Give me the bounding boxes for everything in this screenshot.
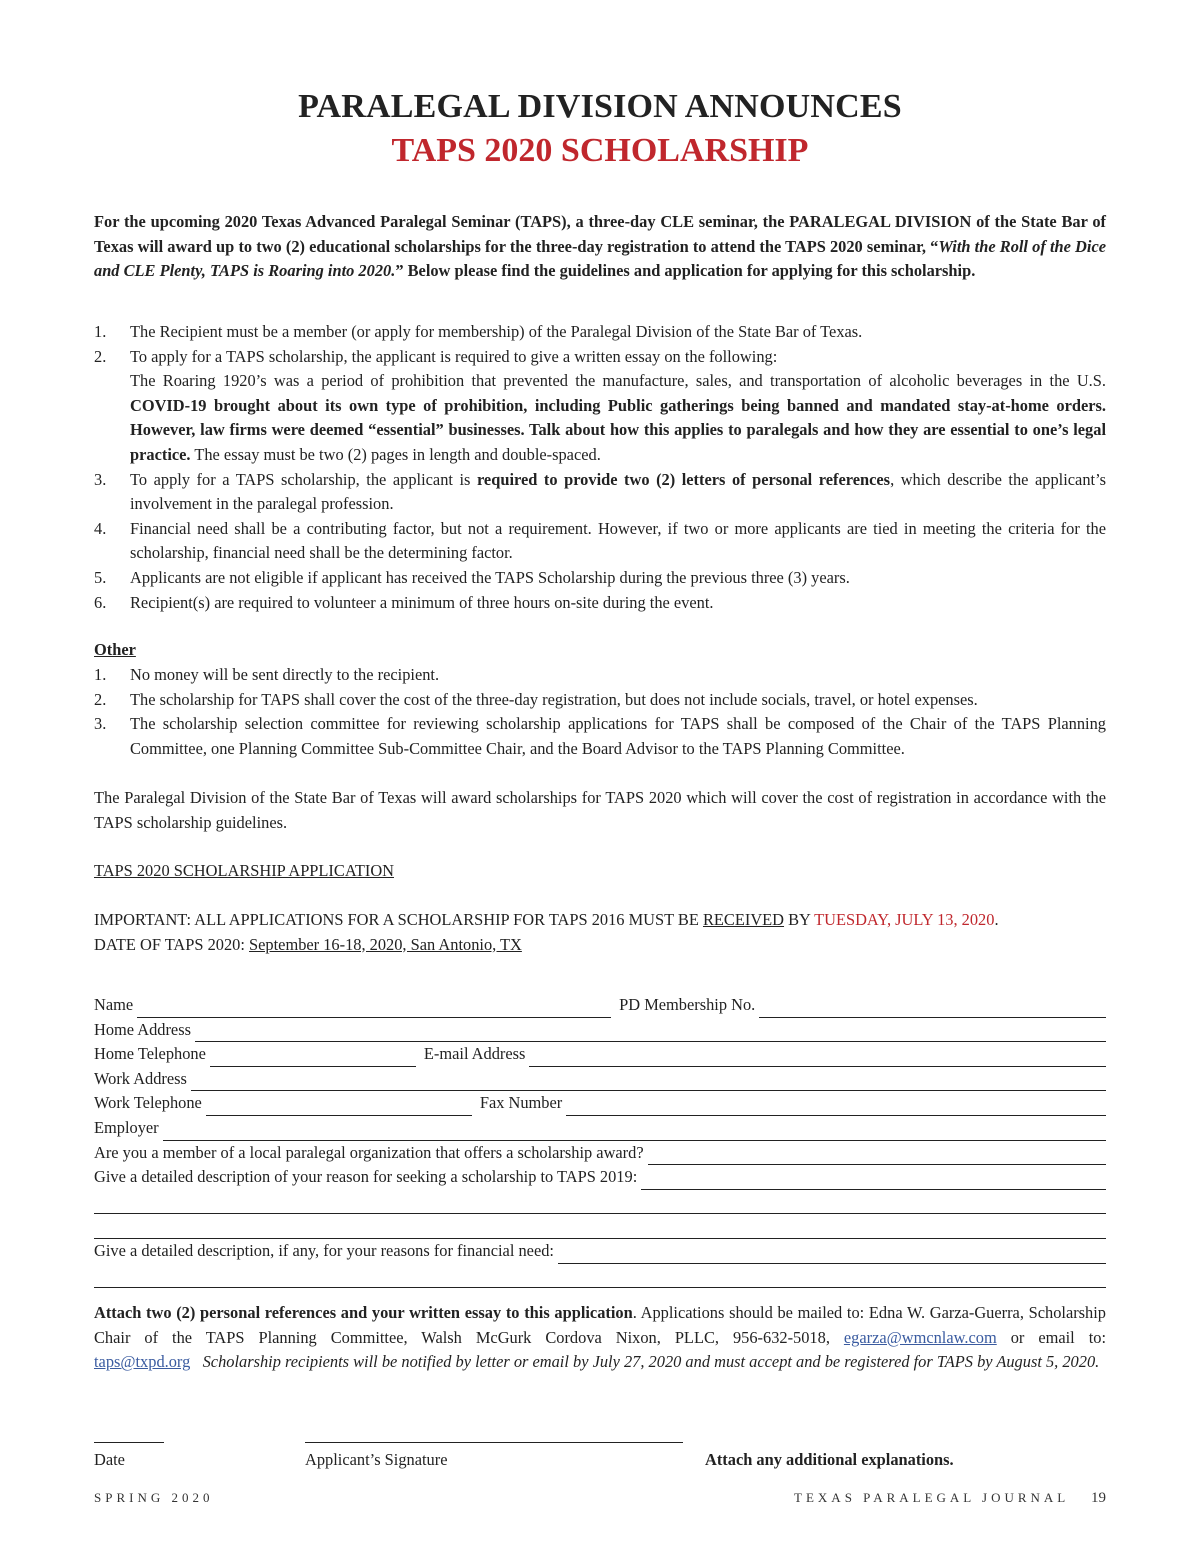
list-text-bold: required to provide two (2) letters of personal references bbox=[476, 469, 891, 489]
list-number: 5. bbox=[94, 567, 107, 587]
page-title-line2: TAPS 2020 SCHOLARSHIP bbox=[391, 132, 809, 169]
attach-paragraph bbox=[94, 1301, 1106, 1375]
important-notice bbox=[94, 908, 1106, 957]
form-row-financial bbox=[94, 1239, 1106, 1264]
fax-field[interactable] bbox=[566, 1097, 1106, 1116]
form-row-home-address bbox=[94, 1018, 1106, 1043]
date-label: Date bbox=[94, 1450, 125, 1469]
additional-explanations-note: Attach any additional explanations. bbox=[705, 1450, 954, 1469]
important-text: BY bbox=[784, 910, 815, 929]
employer-field[interactable] bbox=[163, 1122, 1106, 1141]
list-text: Recipient(s) are required to volunteer a minimum of three hours on-site during the event. bbox=[130, 592, 714, 612]
page-title-line1: PARALEGAL DIVISION ANNOUNCES bbox=[298, 88, 902, 125]
form-row-name bbox=[94, 993, 1106, 1018]
attach-bold-text: Attach two (2) personal references and your written essay to this application bbox=[94, 1303, 633, 1322]
list-text: , which describe the applicant’s involvement in the paralegal profession. bbox=[130, 469, 1106, 514]
email-link-egarza[interactable]: egarza@wmcnlaw.com bbox=[843, 1327, 997, 1347]
financial-field[interactable] bbox=[558, 1245, 1106, 1264]
signature-block bbox=[94, 1428, 1106, 1488]
work-address-label: Work Address bbox=[94, 1068, 187, 1088]
local-org-label: Are you a member of a local paralegal organization that offers a scholarship award? bbox=[94, 1142, 644, 1162]
guidelines-list bbox=[94, 320, 1106, 615]
list-text: Applicants are not eligible if applicant has received the TAPS Scholarship during the previous three (3) years. bbox=[130, 567, 850, 587]
name-field[interactable] bbox=[137, 999, 611, 1018]
footer-issue: SPRING 2020 bbox=[94, 1490, 214, 1505]
membership-label: PD Membership No. bbox=[619, 995, 756, 1014]
list-item bbox=[94, 345, 1106, 468]
taps-date-value: September 16-18, 2020, San Antonio, TX bbox=[249, 934, 522, 954]
page-number: 19 bbox=[1091, 1490, 1106, 1506]
list-number: 3. bbox=[94, 714, 107, 734]
deadline-date: TUESDAY, JULY 13, 2020 bbox=[814, 910, 995, 929]
list-item bbox=[94, 591, 1106, 616]
list-text: The Recipient must be a member (or apply for membership) of the Paralegal Division of the State Bar of Texas. bbox=[130, 322, 863, 341]
list-number: 3. bbox=[94, 469, 107, 489]
home-address-field[interactable] bbox=[195, 1023, 1106, 1042]
email-link-taps[interactable]: taps@txpd.org bbox=[94, 1352, 191, 1372]
reason-field[interactable] bbox=[641, 1171, 1106, 1190]
list-text: Financial need shall be a contributing factor, but not a requirement. However, if two or more applicants are tied in meeting the criteria for the scholarship, financial need shall be the determining factor. bbox=[130, 518, 1106, 563]
received-word: RECEIVED bbox=[702, 910, 785, 929]
form-row-employer bbox=[94, 1116, 1106, 1141]
important-text: . bbox=[994, 910, 999, 929]
list-item bbox=[94, 688, 1106, 713]
other-heading: Other bbox=[94, 640, 136, 659]
form-row-home-telephone bbox=[94, 1042, 1106, 1067]
important-text: IMPORTANT: ALL APPLICATIONS FOR A SCHOLARSHIP FOR TAPS 2016 MUST BE bbox=[94, 910, 703, 929]
form-row-work-telephone bbox=[94, 1091, 1106, 1116]
notification-note: Scholarship recipients will be notified by letter or email by July 27, 2020 and must accept and be registered for TAPS by August 5, 2020. bbox=[202, 1352, 1100, 1372]
list-item bbox=[94, 320, 1106, 345]
list-text: The essay must be two (2) pages in length and double-spaced. bbox=[190, 444, 601, 464]
list-number: 1. bbox=[94, 665, 107, 684]
other-list bbox=[94, 663, 1106, 761]
reason-label: Give a detailed description of your reason for seeking a scholarship to TAPS 2019: bbox=[94, 1167, 638, 1187]
home-telephone-field[interactable] bbox=[210, 1048, 416, 1067]
application-heading: TAPS 2020 SCHOLARSHIP APPLICATION bbox=[94, 861, 394, 880]
financial-label: Give a detailed description, if any, for your reasons for financial need: bbox=[94, 1240, 554, 1260]
date-field[interactable] bbox=[94, 1442, 164, 1443]
taps-date-label: DATE OF TAPS 2020: bbox=[94, 934, 250, 954]
work-telephone-label: Work Telephone bbox=[94, 1093, 202, 1113]
employer-label: Employer bbox=[94, 1117, 159, 1137]
attach-text: . Applications should be mailed to: Edna W. Garza-Guerra, Scholarship Chair of the TAPS Planning Committee, Walsh McGurk Cordova Nixon, PLLC, 956-632-5018, bbox=[94, 1303, 1107, 1347]
list-number: 4. bbox=[94, 518, 107, 538]
membership-field[interactable] bbox=[759, 999, 1106, 1018]
home-telephone-label: Home Telephone bbox=[94, 1044, 206, 1064]
footer-journal: TEXAS PARALEGAL JOURNAL bbox=[794, 1490, 1070, 1505]
list-number: 1. bbox=[94, 322, 107, 341]
list-text-bold: COVID-19 brought about its own type of prohibition, including Public gatherings being banned and mandated stay-at-home orders. However, law firms were deemed “essential” businesses. Talk about how this applies to paralegals and how they are essential to one’s legal practice. bbox=[130, 395, 1106, 464]
email-field[interactable] bbox=[529, 1048, 1106, 1067]
list-text: No money will be sent directly to the recipient. bbox=[130, 665, 440, 684]
reason-field-line-2[interactable] bbox=[94, 1190, 1106, 1215]
work-telephone-field[interactable] bbox=[206, 1097, 472, 1116]
list-item bbox=[94, 468, 1106, 517]
list-item bbox=[94, 566, 1106, 591]
list-item bbox=[94, 712, 1106, 761]
attach-text: or email to: bbox=[996, 1327, 1107, 1347]
award-paragraph: The Paralegal Division of the State Bar of Texas will award scholarships for TAPS 2020 which will cover the cost of registration in accordance with the TAPS scholarship guidelines. bbox=[94, 788, 1106, 832]
financial-field-line-2[interactable] bbox=[94, 1264, 1106, 1289]
intro-text-2: ” Below please find the guidelines and application for applying for this scholarship. bbox=[395, 261, 976, 281]
list-item bbox=[94, 663, 1106, 688]
page-footer bbox=[94, 1490, 1106, 1506]
work-address-field[interactable] bbox=[191, 1072, 1106, 1091]
list-number: 2. bbox=[94, 346, 107, 366]
local-org-field[interactable] bbox=[648, 1146, 1106, 1165]
form-row-reason bbox=[94, 1165, 1106, 1190]
list-number: 6. bbox=[94, 592, 107, 612]
fax-label: Fax Number bbox=[479, 1093, 563, 1113]
reason-field-line-3[interactable] bbox=[94, 1214, 1106, 1239]
intro-theme: With the Roll of the Dice and CLE Plenty, TAPS is Roaring into 2020. bbox=[94, 236, 1106, 281]
email-label: E-mail Address bbox=[423, 1044, 526, 1064]
list-text: The scholarship for TAPS shall cover the cost of the three-day registration, but does not include socials, travel, or hotel expenses. bbox=[130, 689, 978, 709]
intro-text-1: For the upcoming 2020 Texas Advanced Paralegal Seminar (TAPS), a three-day CLE seminar, the PARALEGAL DIVISION of the State Bar of Texas will award up to two (2) educational scholarships for the three-day registration to attend the TAPS 2020 seminar, “ bbox=[94, 212, 1106, 256]
list-text: To apply for a TAPS scholarship, the applicant is required to give a written essay on the following: bbox=[130, 346, 778, 366]
list-text: To apply for a TAPS scholarship, the applicant is bbox=[130, 469, 477, 489]
home-address-label: Home Address bbox=[94, 1019, 191, 1039]
application-form bbox=[94, 993, 1106, 1288]
list-item bbox=[94, 517, 1106, 566]
signature-label: Applicant’s Signature bbox=[305, 1450, 448, 1469]
name-label: Name bbox=[94, 995, 134, 1014]
list-number: 2. bbox=[94, 689, 107, 709]
form-row-local-org bbox=[94, 1141, 1106, 1166]
list-text: The Roaring 1920’s was a period of prohibition that prevented the manufacture, sales, and transportation of alcoholic beverages in the U.S. bbox=[130, 371, 1106, 391]
intro-paragraph bbox=[94, 210, 1106, 284]
list-text: The scholarship selection committee for reviewing scholarship applications for TAPS shall be composed of the Chair of the TAPS Planning Committee, one Planning Committee Sub-Committee Chair, and the Board Advisor to the TAPS Planning Committee. bbox=[130, 714, 1106, 758]
form-row-work-address bbox=[94, 1067, 1106, 1092]
signature-field[interactable] bbox=[305, 1442, 683, 1443]
